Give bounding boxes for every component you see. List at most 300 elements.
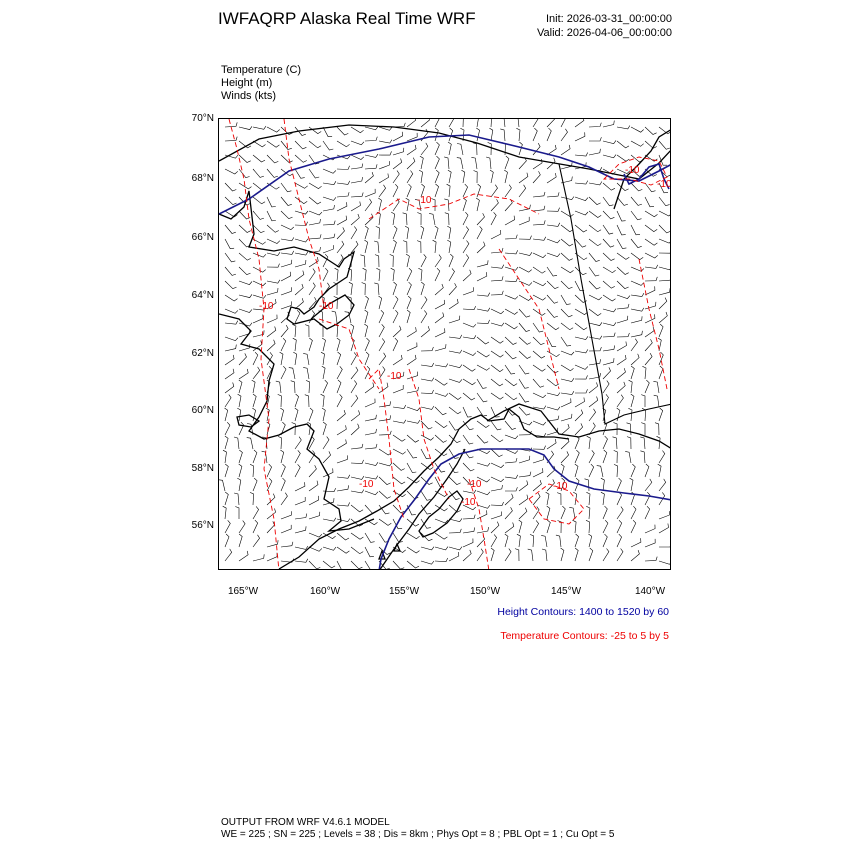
wind-barb <box>407 407 420 411</box>
wind-barb <box>351 202 361 212</box>
wind-barb <box>463 198 466 211</box>
wind-barb <box>281 251 294 255</box>
wind-barb <box>488 142 492 155</box>
wind-barb <box>475 119 478 127</box>
wind-barb <box>491 230 501 239</box>
wind-barb <box>295 546 308 549</box>
wind-barb <box>575 398 585 408</box>
wind-barb <box>603 140 616 143</box>
wind-barb <box>533 446 546 450</box>
wind-barb <box>407 355 416 365</box>
wind-barb <box>533 206 545 211</box>
wind-barb <box>561 451 569 463</box>
wind-barb <box>505 534 508 547</box>
wind-barb <box>309 219 321 225</box>
wind-barb <box>253 239 266 244</box>
wind-barb <box>267 183 279 189</box>
wind-barb <box>225 345 236 351</box>
wind-barb <box>225 137 237 141</box>
wind-barb <box>603 211 614 219</box>
wind-barb <box>463 254 469 267</box>
wind-barb <box>628 408 632 421</box>
wind-barb <box>603 367 611 379</box>
wind-barb <box>435 156 439 169</box>
wind-barb <box>505 549 511 561</box>
wind-barb <box>365 399 375 407</box>
wind-barb <box>406 254 409 267</box>
wind-barb <box>225 239 234 249</box>
wind-barb <box>476 198 479 211</box>
wind-barb <box>351 214 359 225</box>
wind-barb <box>252 380 255 393</box>
wind-barb <box>575 181 588 185</box>
wind-barb <box>280 352 283 365</box>
wind-barb <box>435 407 446 415</box>
wind-barb <box>491 323 504 326</box>
temperature-contour-label: -10 <box>461 497 476 508</box>
wind-barb <box>617 141 629 148</box>
wind-barb <box>631 253 643 260</box>
wind-barb <box>280 408 283 421</box>
wind-barb <box>293 338 297 351</box>
wind-barb <box>235 507 239 520</box>
wind-barb <box>407 547 420 553</box>
wind-barb <box>225 422 230 435</box>
wind-barb <box>351 352 357 365</box>
wind-barb <box>617 211 626 221</box>
wind-barb <box>253 267 266 272</box>
wind-barb <box>435 558 448 562</box>
wind-barb <box>417 213 421 226</box>
wind-barb <box>477 337 489 344</box>
wind-barb <box>253 520 258 533</box>
wind-barb <box>575 464 578 477</box>
wind-barb <box>575 153 588 157</box>
wind-barb <box>267 225 279 232</box>
wind-barb <box>457 144 463 156</box>
wind-barb <box>374 283 379 295</box>
wind-barb <box>631 331 642 337</box>
wind-barb <box>295 464 300 477</box>
wind-barb <box>239 239 250 247</box>
wind-barb <box>225 395 231 407</box>
wind-barb <box>519 252 532 255</box>
wind-barb <box>463 365 475 371</box>
wind-barb <box>575 211 588 215</box>
wind-barb <box>631 394 634 407</box>
wind-barb <box>617 304 629 309</box>
wind-barb <box>365 296 369 309</box>
wind-barb <box>491 485 503 491</box>
wind-barb <box>237 478 241 491</box>
wind-barb <box>477 351 490 357</box>
wind-barb <box>519 295 532 301</box>
wind-barb <box>654 395 659 407</box>
wind-barb <box>309 408 313 421</box>
wind-barb <box>629 380 633 393</box>
wind-barb <box>262 451 267 463</box>
wind-barb <box>365 561 375 570</box>
field-temperature-label: Temperature (C) <box>221 64 302 76</box>
wind-barb <box>533 143 540 155</box>
wind-barb <box>267 464 272 477</box>
wind-barb <box>556 535 561 547</box>
wind-barb <box>309 481 318 491</box>
wind-barb <box>421 143 428 155</box>
wind-barb <box>337 519 350 522</box>
wind-barb <box>421 406 434 409</box>
wind-barb <box>517 534 521 547</box>
wind-barb <box>505 379 517 386</box>
wind-barb <box>393 296 398 309</box>
wind-barb <box>491 449 503 457</box>
wind-barb <box>337 227 345 239</box>
wind-barb <box>379 151 392 155</box>
wind-barb <box>253 450 257 463</box>
wind-barb <box>323 380 328 393</box>
wind-barb <box>505 250 518 254</box>
wind-barb <box>603 183 615 190</box>
wind-barb <box>463 306 476 310</box>
wind-barb <box>421 326 430 337</box>
wind-barb <box>393 385 403 393</box>
wind-barb <box>337 502 350 506</box>
wind-barb <box>351 155 364 160</box>
wind-barb <box>295 239 308 242</box>
wind-barb <box>267 494 275 505</box>
wind-barb <box>239 309 252 313</box>
wind-barb <box>617 408 620 421</box>
wind-barb <box>631 354 639 365</box>
wind-barb <box>267 239 280 244</box>
wind-barb <box>547 351 560 357</box>
wind-barb <box>323 221 335 225</box>
wind-barb <box>658 338 661 351</box>
wind-barb <box>435 379 447 385</box>
wind-barb <box>433 240 437 253</box>
wind-barb <box>379 185 386 197</box>
wind-barb <box>645 265 658 269</box>
wind-barb <box>575 119 584 127</box>
wind-barb <box>631 538 641 547</box>
wind-barb <box>295 183 308 188</box>
wind-barb <box>309 234 321 239</box>
wind-barb <box>617 492 622 505</box>
wind-barb <box>575 375 588 379</box>
wind-barb <box>309 183 322 189</box>
wind-barb <box>575 323 587 330</box>
wind-barb <box>435 300 445 309</box>
wind-barb <box>337 241 344 253</box>
wind-barb <box>617 333 629 337</box>
wind-barb <box>379 324 384 337</box>
wind-barb <box>533 220 545 225</box>
wind-barb <box>589 309 601 316</box>
init-time: Init: 2026-03-31_00:00:00 <box>546 13 672 25</box>
wind-barb <box>435 393 448 396</box>
wind-barb <box>533 421 546 425</box>
wind-barb <box>603 267 616 273</box>
wind-barb <box>519 337 531 344</box>
wind-barb <box>323 451 331 463</box>
wind-barb <box>281 366 286 379</box>
wind-barb <box>365 164 377 169</box>
wind-barb <box>421 310 427 323</box>
wind-barb <box>504 170 507 183</box>
wind-barb <box>631 183 642 191</box>
wind-barb <box>379 296 382 309</box>
wind-barb <box>351 367 358 379</box>
wind-barb <box>323 488 336 492</box>
wind-barb <box>225 225 236 234</box>
wind-barb <box>659 543 671 547</box>
wind-barb <box>547 208 560 212</box>
wind-barb <box>617 549 623 562</box>
wind-barb <box>295 298 303 309</box>
wind-barb <box>631 141 644 146</box>
wind-barb <box>631 308 644 311</box>
wind-barb <box>561 211 574 217</box>
wind-barb <box>477 365 490 370</box>
wind-barb <box>645 492 650 505</box>
wind-barb <box>630 478 633 491</box>
wind-barb <box>309 561 320 569</box>
wind-barb <box>379 310 384 323</box>
wind-barb <box>267 315 277 323</box>
wind-barb <box>477 463 490 466</box>
wind-barb <box>659 276 671 281</box>
wind-barb <box>435 128 438 141</box>
wind-barb <box>239 253 251 260</box>
wind-barb <box>476 128 479 141</box>
wind-barb <box>223 450 227 463</box>
wind-barb <box>449 365 462 368</box>
wind-barb <box>281 197 292 206</box>
wind-barb <box>421 363 434 367</box>
wind-barb <box>533 295 546 300</box>
wind-barb <box>617 267 629 275</box>
wind-barb <box>585 479 590 491</box>
wind-barb <box>640 451 645 463</box>
wind-barb <box>505 309 518 314</box>
wind-barb <box>631 506 636 519</box>
wind-barb <box>491 393 503 399</box>
wind-barb <box>519 495 528 505</box>
wind-barb <box>603 197 613 206</box>
wind-barb <box>351 177 363 183</box>
wind-barb <box>295 310 300 323</box>
wind-barb <box>542 549 547 561</box>
map-title: IWFAQRP Alaska Real Time WRF <box>218 9 476 28</box>
wind-barb <box>463 212 468 225</box>
wind-barb <box>421 491 431 500</box>
wind-barb <box>603 549 609 562</box>
wind-barb <box>239 330 250 337</box>
map-panel <box>218 118 671 570</box>
wind-barb <box>305 395 309 407</box>
wind-barb <box>322 338 325 351</box>
wind-barb <box>225 183 236 191</box>
wind-barb <box>617 507 623 519</box>
wind-barb <box>561 129 568 141</box>
wind-barb <box>547 253 560 257</box>
wind-barb <box>418 268 422 281</box>
lat-label-60n: 60°N <box>191 405 214 416</box>
wind-barb <box>351 395 358 407</box>
wind-barb <box>407 268 412 281</box>
wind-barb <box>393 159 402 170</box>
wind-barb <box>491 365 503 372</box>
wind-barb <box>225 534 229 547</box>
wind-barb <box>505 267 518 270</box>
wind-barb <box>533 480 541 491</box>
wind-barb <box>267 340 275 351</box>
wind-barb <box>349 282 353 295</box>
wind-barb <box>557 493 561 505</box>
wind-barb <box>645 183 656 192</box>
wind-barb <box>421 390 434 394</box>
wind-barb <box>253 225 265 233</box>
wind-barb <box>500 129 505 141</box>
wind-barb <box>547 466 555 477</box>
wind-barb <box>659 451 665 464</box>
wind-barb <box>645 464 649 477</box>
wind-barb <box>379 353 386 365</box>
wind-barb <box>473 143 477 155</box>
wind-barb <box>365 429 377 435</box>
wind-barb <box>365 491 378 495</box>
wind-barb <box>351 490 364 493</box>
wind-barb <box>365 154 378 157</box>
wind-barb <box>393 282 397 295</box>
wind-barb <box>393 148 404 155</box>
wind-barb <box>519 520 522 533</box>
wind-barb <box>561 365 574 371</box>
wind-barb <box>323 518 336 521</box>
wind-barb <box>547 119 555 127</box>
wind-barb <box>505 199 512 211</box>
wind-barb <box>589 225 601 232</box>
wind-barb <box>547 192 559 197</box>
wind-barb <box>533 456 544 463</box>
wind-barb <box>589 397 598 408</box>
wind-barb <box>391 268 395 281</box>
wind-barb <box>561 119 566 127</box>
wind-barb <box>586 506 590 519</box>
wind-barb <box>448 142 451 155</box>
wind-barb <box>547 281 559 289</box>
wind-barb <box>219 480 225 491</box>
wind-barb <box>603 121 614 127</box>
wind-barb <box>601 478 605 491</box>
wind-barb <box>603 309 616 312</box>
wind-barb <box>365 127 378 130</box>
footer-model-line: OUTPUT FROM WRF V4.6.1 MODEL <box>221 817 390 828</box>
wind-barb <box>323 547 336 550</box>
wind-barb <box>295 514 307 519</box>
wind-barb <box>253 478 257 491</box>
wind-barb <box>278 394 282 407</box>
wind-barb <box>295 252 308 255</box>
wind-barb <box>505 487 517 491</box>
wind-barb <box>547 173 556 183</box>
temperature-contour-label: -10 <box>387 371 402 382</box>
wind-barb <box>406 198 409 211</box>
wind-barb <box>463 539 473 548</box>
wind-barb <box>225 436 228 449</box>
wind-barb <box>631 225 640 235</box>
wind-barb <box>295 197 307 204</box>
wind-barb <box>477 213 485 225</box>
wind-barb <box>575 389 588 393</box>
wind-barb <box>603 436 608 449</box>
wind-barb <box>253 126 266 129</box>
wind-barb <box>477 379 487 388</box>
wind-barb <box>561 225 573 232</box>
wind-barb <box>407 310 410 323</box>
wind-barb <box>603 225 613 234</box>
valid-time: Valid: 2026-04-06_00:00:00 <box>537 27 672 39</box>
wind-barb <box>267 327 276 338</box>
wind-barb <box>449 393 461 400</box>
wind-barb <box>603 345 615 351</box>
wind-barb <box>405 226 409 239</box>
wind-barb <box>505 235 517 239</box>
wind-barb <box>239 281 252 285</box>
wind-barb <box>547 393 560 396</box>
wind-barb <box>295 450 300 463</box>
wind-barb <box>477 260 488 267</box>
wind-barb <box>519 379 529 388</box>
wind-barb <box>645 197 654 207</box>
wind-barb <box>407 420 420 423</box>
wind-barb <box>421 378 434 381</box>
wind-barb <box>547 506 550 519</box>
wind-barb <box>225 122 237 127</box>
wind-barb <box>477 320 490 324</box>
wind-barb <box>291 381 295 393</box>
wind-barb <box>617 395 623 407</box>
wind-barb <box>505 365 515 374</box>
wind-barb <box>445 213 449 225</box>
wind-barb <box>435 170 439 183</box>
wind-barb <box>533 171 540 183</box>
wind-barb <box>631 339 638 351</box>
wind-barb <box>323 141 333 150</box>
wind-barb <box>659 366 663 379</box>
wind-barb <box>337 202 347 211</box>
wind-barb <box>505 323 518 329</box>
wind-barb <box>463 287 473 295</box>
wind-barb <box>351 141 364 145</box>
wind-barb <box>403 213 407 225</box>
wind-barb <box>225 295 238 301</box>
wind-barb <box>293 352 296 365</box>
wind-barb <box>491 421 501 430</box>
wind-barb <box>351 505 363 512</box>
wind-barb <box>477 293 490 297</box>
wind-barb <box>407 282 411 295</box>
wind-barb <box>645 525 655 533</box>
wind-barb <box>239 126 252 129</box>
wind-barb <box>323 422 326 435</box>
wind-barb <box>449 350 462 353</box>
wind-barb <box>337 475 350 479</box>
wind-barb <box>365 383 374 393</box>
wind-barb <box>449 128 453 141</box>
wind-barb <box>351 226 357 239</box>
wind-barb <box>505 421 516 430</box>
